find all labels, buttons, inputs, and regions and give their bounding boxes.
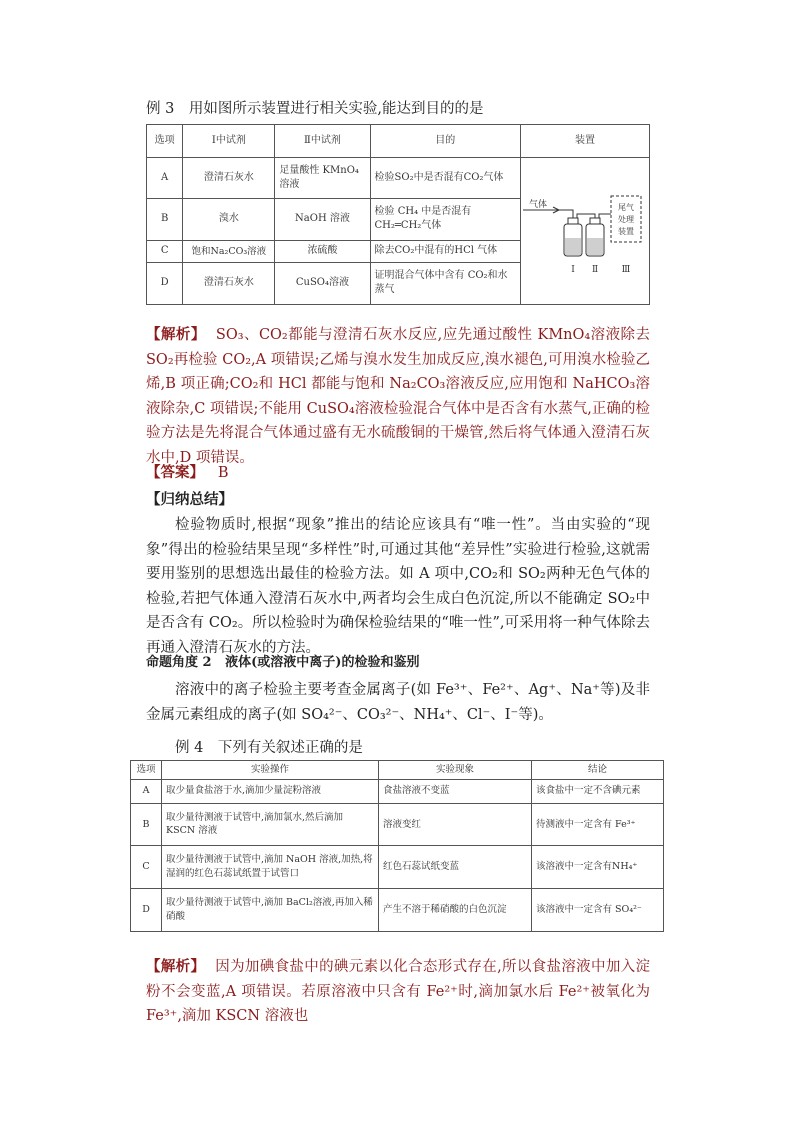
- operation-cell: 取少量待测液于试管中,滴加 NaOH 溶液,加热,将湿润的红色石蕊试纸置于试管口: [162, 846, 379, 889]
- analysis-3-tag: 【解析】: [146, 326, 206, 343]
- option-cell: B: [131, 803, 162, 846]
- reagent-2-cell: CuSO₄溶液: [275, 263, 370, 304]
- tail-gas-label-1: 尾气: [618, 203, 634, 212]
- answer-3: [146, 461, 228, 486]
- angle-2-heading: [146, 651, 419, 676]
- header-phenomenon: 实验现象: [379, 761, 532, 780]
- apparatus-cell: [521, 158, 650, 305]
- phenomenon-cell: 溶液变红: [379, 803, 532, 846]
- header-operation: 实验操作: [162, 761, 379, 780]
- stopper-2: [590, 218, 600, 224]
- example-3-title: 例 3 用如图所示装置进行相关实验,能达到目的的是: [146, 101, 484, 117]
- ion-intro: 溶液中的离子检验主要考查金属离子(如 Fe³⁺、Fe²⁺、Ag⁺、Na⁺等)及非金属元素组成的离子(如 SO₄²⁻、CO₃²⁻、NH₄⁺、Cl⁻、I⁻等)。: [146, 682, 650, 723]
- answer-3-tag: 【答案】: [146, 464, 204, 481]
- operation-cell: 取少量待测液于试管中,滴加 BaCl₂溶液,再加入稀硝酸: [162, 889, 379, 932]
- option-cell: A: [131, 780, 162, 804]
- stopper-1: [568, 218, 578, 224]
- reagent-1-cell: 溴水: [183, 199, 275, 240]
- header-goal: 目的: [370, 125, 520, 158]
- summary-heading: 【归纳总结】: [146, 491, 233, 508]
- example-4-title: 例 4 下列有关叙述正确的是: [175, 740, 363, 756]
- bottle-2-label: Ⅱ: [591, 265, 599, 275]
- header-apparatus: 装置: [521, 125, 650, 158]
- example-4-table: [130, 760, 664, 932]
- table-row: [131, 846, 664, 889]
- analysis-4-tag: 【解析】: [146, 958, 206, 975]
- tail-gas-label-2: 处理: [618, 215, 634, 224]
- phenomenon-cell: 产生不溶于稀硝酸的白色沉淀: [379, 889, 532, 932]
- reagent-1-cell: 饱和Na₂CO₃溶液: [183, 240, 275, 263]
- tail-gas-label-3: 装置: [618, 227, 634, 236]
- option-cell: D: [131, 889, 162, 932]
- liquid-2: [587, 238, 603, 255]
- table-header-row: [131, 761, 664, 780]
- bottle-1-label: Ⅰ: [571, 265, 575, 275]
- reagent-2-cell: 足量酸性 KMnO₄溶液: [275, 158, 370, 199]
- conclusion-cell: 该溶液中一定含有 SO₄²⁻: [532, 889, 664, 932]
- header-option: 选项: [131, 761, 162, 780]
- reagent-1-cell: 澄清石灰水: [183, 158, 275, 199]
- option-cell: C: [131, 846, 162, 889]
- angle-2-label: 命题角度 2: [146, 655, 212, 670]
- angle-2-title: 液体(或溶液中离子)的检验和鉴别: [225, 655, 420, 670]
- table-row: [131, 780, 664, 804]
- goal-cell: 检验SO₂中是否混有CO₂气体: [370, 158, 520, 199]
- phenomenon-cell: 红色石蕊试纸变蓝: [379, 846, 532, 889]
- option-cell: C: [147, 240, 183, 263]
- analysis-3: [146, 323, 650, 470]
- analysis-3-text: SO₃、CO₂都能与澄清石灰水反应,应先通过酸性 KMnO₄溶液除去 SO₂再检验 CO₂,A 项错误;乙烯与溴水发生加成反应,溴水褪色,可用溴水检验乙烯,B 项正确;CO₂和 HCl 都能与饱和 Na₂CO₃溶液反应,应用饱和 NaHCO₃溶液除杂,C 项错误;不能用 CuSO₄溶液检验混合气体中是否含有水蒸气,正确的检验方法是先将混合气体通过盛有无水硫酸铜的干燥管,然后将气体通入澄清石灰水中,D 项错误。: [146, 327, 650, 466]
- conclusion-cell: 待测液中一定含有 Fe³⁺: [532, 803, 664, 846]
- reagent-2-cell: NaOH 溶液: [275, 199, 370, 240]
- goal-cell: 证明混合气体中含有 CO₂和水蒸气: [370, 263, 520, 304]
- summary-text: 检验物质时,根据“现象”推出的结论应该具有“唯一性”。当由实验的“现象”得出的检验结果呈现“多样性”时,可通过其他“差异性”实验进行检验,这就需要用鉴别的思想选出最佳的检验方法。如 A 项中,CO₂和 SO₂两种无色气体的检验,若把气体通入澄清石灰水中,两者均会生成白色沉淀,所以不能确定 SO₂中是否含有 CO₂。所以检验时为确保检验结果的“唯一性”,可采用将一种气体除去再通入澄清石灰水的方法。: [146, 517, 650, 656]
- table-row: [131, 889, 664, 932]
- table-header-row: [147, 125, 650, 158]
- answer-3-value: B: [217, 465, 229, 481]
- header-conclusion: 结论: [532, 761, 664, 780]
- reagent-1-cell: 澄清石灰水: [183, 263, 275, 304]
- liquid-1: [565, 238, 581, 255]
- table-row: [131, 803, 664, 846]
- reagent-2-cell: 浓硫酸: [275, 240, 370, 263]
- operation-cell: 取少量食盐溶于水,滴加少量淀粉溶液: [162, 780, 379, 804]
- operation-cell: 取少量待测液于试管中,滴加氯水,然后滴加 KSCN 溶液: [162, 803, 379, 846]
- tail-label: Ⅲ: [621, 265, 631, 275]
- header-option: 选项: [147, 125, 183, 158]
- apparatus-diagram: [521, 158, 649, 298]
- option-cell: A: [147, 158, 183, 199]
- analysis-4: [146, 955, 650, 1029]
- phenomenon-cell: 食盐溶液不变蓝: [379, 780, 532, 804]
- conclusion-cell: 该溶液中一定含有NH₄⁺: [532, 846, 664, 889]
- option-cell: B: [147, 199, 183, 240]
- gas-label: 气体: [529, 200, 548, 210]
- option-cell: D: [147, 263, 183, 304]
- goal-cell: 除去CO₂中混有的HCl 气体: [370, 240, 520, 263]
- table-row: [147, 158, 650, 199]
- outlet-tube: [599, 214, 611, 218]
- analysis-4-text: 因为加碘食盐中的碘元素以化合态形式存在,所以食盐溶液中加入淀粉不会变蓝,A 项错误。若原溶液中只含有 Fe²⁺时,滴加氯水后 Fe²⁺被氧化为 Fe³⁺,滴加 KSCN 溶液也: [146, 959, 651, 1024]
- header-reagent-2: Ⅱ中试剂: [275, 125, 370, 158]
- header-reagent-1: Ⅰ中试剂: [183, 125, 275, 158]
- conclusion-cell: 该食盐中一定不含碘元素: [532, 780, 664, 804]
- example-3-table: [146, 124, 650, 305]
- goal-cell: 检验 CH₄ 中是否混有 CH₂═CH₂气体: [370, 199, 520, 240]
